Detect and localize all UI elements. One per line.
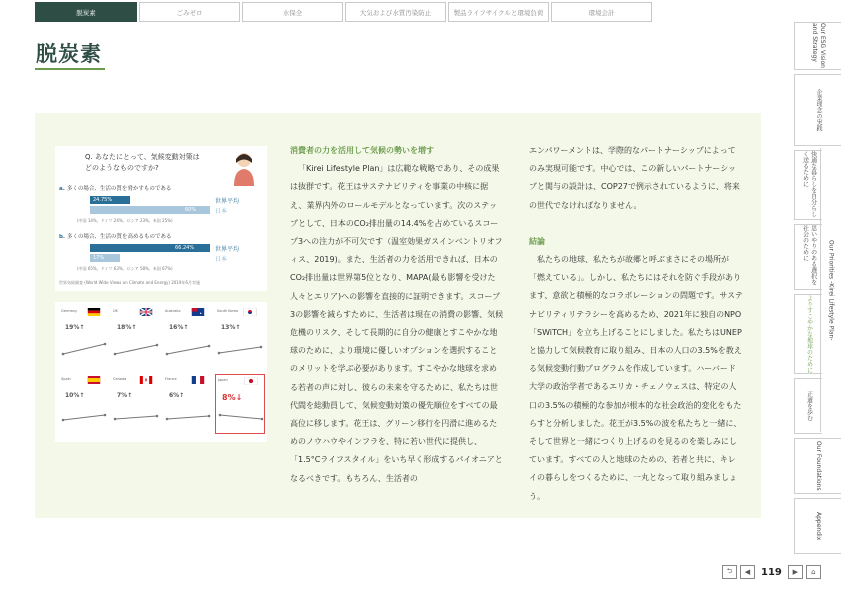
paragraph-gap <box>529 215 743 233</box>
country-cell <box>215 306 265 366</box>
nav-label: 正道を歩む <box>805 391 813 421</box>
country-name: France <box>165 377 177 381</box>
pager <box>722 565 821 579</box>
triangle-left-icon: ◀ <box>744 568 751 576</box>
nav-thoughtful-choices[interactable] <box>794 224 822 290</box>
bar-a-world: 24.75% <box>90 196 130 204</box>
nav-our-foundations[interactable] <box>794 438 841 494</box>
nav-label: Our ESG Vision and Strategy <box>811 23 827 68</box>
bar-b-world: 66.24% <box>90 244 210 252</box>
nav-walking-right-path[interactable] <box>794 378 822 434</box>
bar-b-japan: 17% <box>90 254 120 262</box>
person-illustration <box>230 150 258 186</box>
nav-label: よりすこやかな地球のために <box>805 295 813 373</box>
nav-label: 快適な暮らしを自分らしく送るために <box>801 151 817 217</box>
country-name: South Korea <box>217 309 239 313</box>
legend-world: 世界平均 <box>215 198 240 205</box>
country-pct: 6%↑ <box>169 392 185 399</box>
trend-line <box>113 404 159 428</box>
trend-line <box>61 404 107 428</box>
answer-a-label: a. 多くの場合、生活の質を脅かすものである <box>59 186 172 192</box>
back-button[interactable] <box>722 565 737 579</box>
country-pct: 16%↑ <box>169 324 189 331</box>
title-underline <box>35 68 105 70</box>
flag-australia-icon <box>191 308 205 316</box>
next-page-button[interactable] <box>788 565 803 579</box>
flag-spain-icon <box>87 376 101 384</box>
bar-a-japan: 60% <box>90 206 210 214</box>
tab-zero-waste[interactable]: ごみゼロ <box>139 2 240 22</box>
legend-world: 世界平均 <box>215 246 240 253</box>
country-pct: 7%↑ <box>117 392 133 399</box>
country-cell <box>59 306 109 366</box>
country-name: Australia <box>165 309 181 313</box>
country-name: Germany <box>61 309 78 313</box>
body-paragraph: 「Kirei Lifestyle Plan」は広範な戦略であり、その成果は抜群です。花王はサステナビリティを事業の中核に据え、業界内外のロールモデルとなっています。次のステップとして、日本のCO₂排出量の14.4%を占めているスコープ3への注力が不可欠です（温室効果ガスインベントリオフィス、2019)。また、生活者の力を活用できれば、日本のCO₂排出量は世界第5位となり、MAPA(最も影響を受けた人々とエリア)への影響を直接的に証明できます。スコープ3の影響を減らすために、生活者は現在の消費の影響、気候危機のリスク、そして長期的に自分の健康とすこやかな地球のために、より環境に優しいオプションを選択することのメリットを学ぶ必要があります。すこやかな地球を求める若者の声に対し、彼らの未来を守るために、私たちは世代間を総動員して、気候変動対策の優先順位をすべての最高位に移します。花王は、グリーン移行を円滑に進めるためのノウハウやインフラを、特に若い世代に提供し、「1.5°Cライフスタイル」をいち早く形成するパイオニアとなるべきです。もちろん、生活者の <box>290 164 504 483</box>
nav-esg-vision[interactable] <box>794 22 841 70</box>
answer-b-label: b. 多くの場合、生活の質を高めるものである <box>59 234 172 240</box>
page-title: 脱炭素 <box>36 42 102 66</box>
flag-japan-icon <box>244 377 258 385</box>
tab-product-lifecycle[interactable]: 製品ライフサイクルと環境負荷 <box>448 2 549 22</box>
country-cell <box>163 306 213 366</box>
prev-page-button[interactable] <box>740 565 755 579</box>
conclusion-heading: 結論 <box>529 236 545 246</box>
nav-group-priorities <box>820 148 841 432</box>
country-cell <box>59 374 109 434</box>
legend-japan: 日本 <box>215 208 228 215</box>
flag-canada-icon <box>139 376 153 384</box>
answer-b-note: (中国 65%、ドイツ 63%、ロシア 58%、米国 67%) <box>77 266 173 271</box>
text-column-1 <box>290 142 504 488</box>
answer-a-note: (中国 14%、ドイツ 24%、ロシア 23%、米国 25%) <box>77 218 173 223</box>
page-number: 119 <box>761 566 782 578</box>
country-cell-highlighted <box>215 374 265 434</box>
country-cell <box>111 374 161 434</box>
nav-label: 思いやりのある選択を社会のために <box>801 225 817 285</box>
country-name: UK <box>113 309 118 313</box>
country-name: Spain <box>61 377 71 381</box>
country-pct: 10%↑ <box>65 392 85 399</box>
text-column-2 <box>529 142 743 506</box>
home-icon: ⌂ <box>811 568 816 576</box>
nav-corporate-philosophy[interactable] <box>794 74 841 146</box>
tab-environmental-accounting[interactable]: 環境会計 <box>551 2 652 22</box>
country-pct: 13%↑ <box>221 324 241 331</box>
tab-pollution-prevention[interactable]: 大気および水質汚染防止 <box>345 2 446 22</box>
country-trend-figure <box>55 302 267 442</box>
return-icon: ⮌ <box>726 566 733 575</box>
country-name: Japan <box>218 378 228 382</box>
nav-group-label: Our Priorities -Kirei Lifestyle Plan- <box>827 239 835 341</box>
trend-line <box>165 336 211 360</box>
survey-figure <box>55 146 267 291</box>
tab-water-conservation[interactable]: 水保全 <box>242 2 343 22</box>
country-pct: 19%↑ <box>65 324 85 331</box>
flag-south-korea-icon <box>243 308 257 316</box>
question-line: どのようなものですか? <box>85 163 159 172</box>
question-line: Q. あなたにとって、気候変動対策は <box>85 153 200 161</box>
trend-line <box>218 405 264 429</box>
country-cell <box>111 306 161 366</box>
legend-japan: 日本 <box>215 256 228 263</box>
flag-germany-icon <box>87 308 101 316</box>
country-pct: 8%↓ <box>222 393 243 402</box>
country-pct: 18%↑ <box>117 324 137 331</box>
trend-line <box>165 404 211 428</box>
nav-label: Our Foundations <box>815 441 823 491</box>
section-tabs <box>35 2 652 22</box>
flag-uk-icon <box>139 308 153 316</box>
flag-france-icon <box>191 376 205 384</box>
body-paragraph: 私たちの地球、私たちが故郷と呼ぶまさにその場所が「燃えている」。しかし、私たちにはそれを防ぐ手段があります、意欲と積極的なコラボレーションの問題です。サステナビリティリテラシーを高めるため、2021年に独自のNPO「SWiTCH」を立ち上げることにしました。私たちはUNEPと協力して気候教育に取り組み、日本の人口の3.5%を教える気候変動行動プログラムを作成しています。ハーバード大学の政治学者であるエリカ・チェノウェスは、特定の人口の3.5%の積極的な参加が根本的な社会政治的変化をもたらすと分析しました。花王が3.5%の波を私たちと一緒に、そして世界と一緒につくり上げるのを見るのを楽しみにしています。すべての人と地球のための、若者と共に、キレイの暮らしをつくるために、一丸となって取り組みましょう。 <box>529 255 743 501</box>
body-paragraph: エンパワーメントは、学際的なパートナーシップによってのみ実現可能です。中心では、この新しいパートナーシップと関与の設計は、COP27で例示されているように、将来の世代でなければなりません。 <box>529 146 740 210</box>
home-button[interactable] <box>806 565 821 579</box>
trend-line <box>61 336 107 360</box>
country-cell <box>163 374 213 434</box>
triangle-right-icon: ▶ <box>792 568 799 576</box>
country-name: Canada <box>113 377 127 381</box>
survey-question <box>85 152 200 173</box>
section-heading: 消費者の力を活用して気候の勢いを増す <box>290 146 434 155</box>
trend-line <box>113 336 159 360</box>
nav-label: 企業理念の実践 <box>815 89 823 131</box>
nav-comfortable-living[interactable] <box>794 150 822 220</box>
survey-source: 世界気候調査 (World Wide Views on Climate and Energy) 2019年6月実施 <box>59 280 200 285</box>
nav-healthier-planet[interactable] <box>794 294 822 374</box>
tab-decarbonization[interactable]: 脱炭素 <box>35 2 137 22</box>
nav-appendix[interactable] <box>794 498 841 554</box>
trend-line <box>217 336 263 360</box>
nav-label: Appendix <box>815 511 823 541</box>
